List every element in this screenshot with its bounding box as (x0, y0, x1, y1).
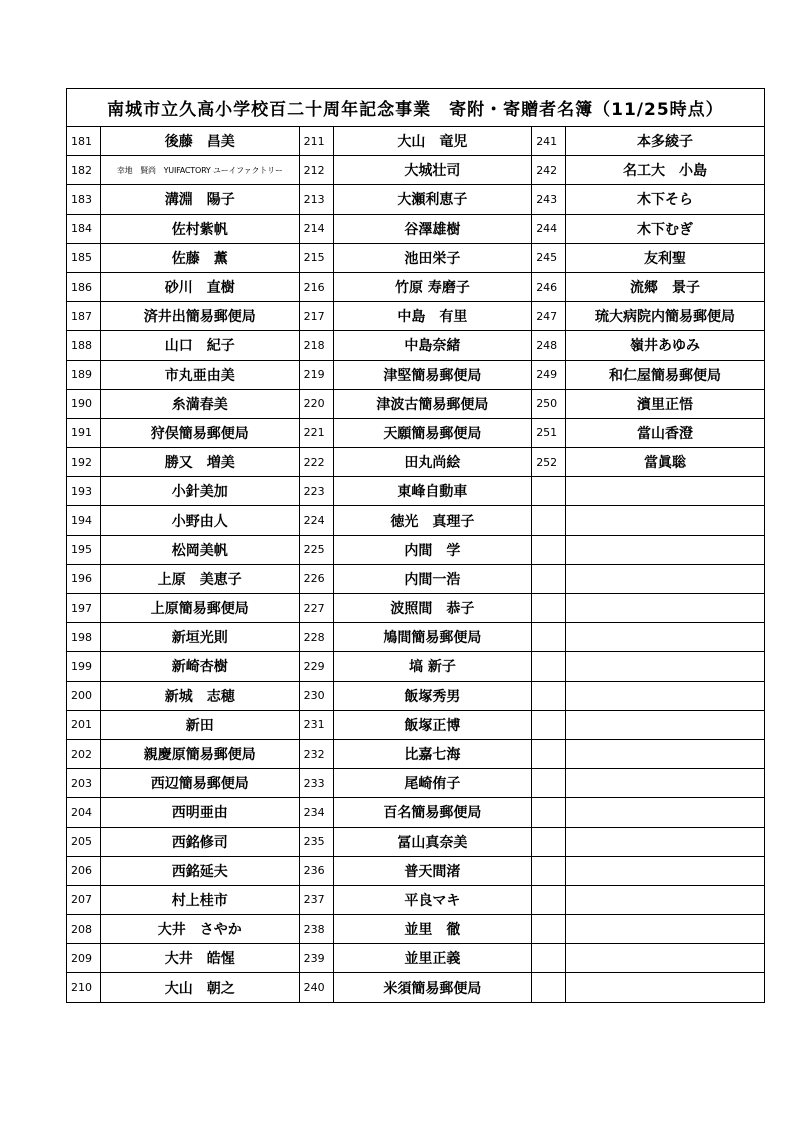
entry-number (532, 856, 566, 885)
table-row (67, 243, 765, 272)
entry-number: 197 (67, 594, 101, 623)
entry-number: 252 (532, 448, 566, 477)
table-row (67, 944, 765, 973)
donor-name: 小針美加 (101, 477, 300, 506)
donor-name: 大井 さやか (101, 915, 300, 944)
entry-number: 248 (532, 331, 566, 360)
table-row (67, 564, 765, 593)
donor-name: 百名簡易郵便局 (333, 798, 532, 827)
entry-number: 205 (67, 827, 101, 856)
donor-name: 當山香澄 (566, 418, 765, 447)
entry-number: 251 (532, 418, 566, 447)
donor-name: 親慶原簡易郵便局 (101, 739, 300, 768)
donor-name: 和仁屋簡易郵便局 (566, 360, 765, 389)
entry-number: 230 (299, 681, 333, 710)
donor-name: 本多綾子 (566, 127, 765, 156)
entry-number: 206 (67, 856, 101, 885)
donor-name: 新崎杏樹 (101, 652, 300, 681)
table-row (67, 360, 765, 389)
donor-name: 後藤 昌美 (101, 127, 300, 156)
entry-number: 226 (299, 564, 333, 593)
donor-name: 名工大 小島 (566, 156, 765, 185)
table-row (67, 885, 765, 914)
entry-number: 182 (67, 156, 101, 185)
entry-number: 201 (67, 710, 101, 739)
entry-number: 236 (299, 856, 333, 885)
donor-name: 佐村紫帆 (101, 214, 300, 243)
donor-name: 米須簡易郵便局 (333, 973, 532, 1002)
donor-name: 津堅簡易郵便局 (333, 360, 532, 389)
donor-name: 濱里正悟 (566, 389, 765, 418)
entry-number: 208 (67, 915, 101, 944)
table-row (67, 856, 765, 885)
entry-number (532, 973, 566, 1002)
entry-number: 181 (67, 127, 101, 156)
table-row (67, 535, 765, 564)
entry-number: 200 (67, 681, 101, 710)
entry-number: 242 (532, 156, 566, 185)
entry-number: 250 (532, 389, 566, 418)
entry-number: 231 (299, 710, 333, 739)
entry-number: 198 (67, 623, 101, 652)
table-row (67, 769, 765, 798)
entry-number (532, 885, 566, 914)
entry-number: 223 (299, 477, 333, 506)
entry-number: 237 (299, 885, 333, 914)
entry-number: 247 (532, 302, 566, 331)
entry-number: 238 (299, 915, 333, 944)
table-row (67, 477, 765, 506)
donor-name: 波照間 恭子 (333, 594, 532, 623)
entry-number: 196 (67, 564, 101, 593)
donor-name (566, 915, 765, 944)
entry-number (532, 623, 566, 652)
entry-number: 234 (299, 798, 333, 827)
donor-name: 西銘修司 (101, 827, 300, 856)
donor-name: 新城 志穂 (101, 681, 300, 710)
entry-number: 209 (67, 944, 101, 973)
entry-number (532, 564, 566, 593)
donor-name: 内間一浩 (333, 564, 532, 593)
entry-number: 246 (532, 272, 566, 301)
donor-name: 市丸亜由美 (101, 360, 300, 389)
donor-name: 内間 学 (333, 535, 532, 564)
donor-name: 村上桂市 (101, 885, 300, 914)
donor-name (566, 827, 765, 856)
entry-number: 194 (67, 506, 101, 535)
donor-name: 新垣光則 (101, 623, 300, 652)
donor-name: 山口 紀子 (101, 331, 300, 360)
entry-number (532, 477, 566, 506)
donor-name: 小野由人 (101, 506, 300, 535)
donor-name: 天願簡易郵便局 (333, 418, 532, 447)
entry-number: 232 (299, 739, 333, 768)
donor-name: 大井 皓惺 (101, 944, 300, 973)
entry-number: 191 (67, 418, 101, 447)
donor-name: 中島奈緒 (333, 331, 532, 360)
entry-number: 199 (67, 652, 101, 681)
donor-list-sheet (66, 88, 764, 1003)
table-row (67, 331, 765, 360)
table-row (67, 127, 765, 156)
entry-number: 228 (299, 623, 333, 652)
donor-name (566, 973, 765, 1002)
donor-name: 琉大病院内簡易郵便局 (566, 302, 765, 331)
donor-rows (67, 127, 765, 1003)
donor-name: 普天間渚 (333, 856, 532, 885)
entry-number: 193 (67, 477, 101, 506)
entry-number: 220 (299, 389, 333, 418)
donor-name (566, 564, 765, 593)
donor-name: 木下むぎ (566, 214, 765, 243)
table-row (67, 214, 765, 243)
donor-name: 大瀬利恵子 (333, 185, 532, 214)
entry-number (532, 681, 566, 710)
donor-name (566, 798, 765, 827)
donor-name: 溝淵 陽子 (101, 185, 300, 214)
donor-name: 嶺井あゆみ (566, 331, 765, 360)
donor-name: 幸地 賢尚 YUIFACTORY ユーイファクトリー (101, 156, 300, 185)
donor-name: 塙 新子 (333, 652, 532, 681)
donor-name: 田丸尚絵 (333, 448, 532, 477)
entry-number (532, 739, 566, 768)
entry-number: 245 (532, 243, 566, 272)
table-row (67, 739, 765, 768)
entry-number (532, 535, 566, 564)
donor-name: 砂川 直樹 (101, 272, 300, 301)
table-row (67, 710, 765, 739)
table-row (67, 973, 765, 1002)
donor-name: 狩俣簡易郵便局 (101, 418, 300, 447)
table-row (67, 272, 765, 301)
donor-name: 勝又 増美 (101, 448, 300, 477)
table-row (67, 798, 765, 827)
donor-name: 大城壮司 (333, 156, 532, 185)
entry-number (532, 710, 566, 739)
table-row (67, 389, 765, 418)
donor-name (566, 885, 765, 914)
entry-number: 249 (532, 360, 566, 389)
donor-name: 冨山真奈美 (333, 827, 532, 856)
entry-number: 243 (532, 185, 566, 214)
table-row (67, 418, 765, 447)
entry-number: 202 (67, 739, 101, 768)
table-row (67, 185, 765, 214)
donor-name: 新田 (101, 710, 300, 739)
donor-name (566, 944, 765, 973)
donor-name: 西辺簡易郵便局 (101, 769, 300, 798)
entry-number (532, 944, 566, 973)
entry-number: 218 (299, 331, 333, 360)
table-row (67, 594, 765, 623)
entry-number: 225 (299, 535, 333, 564)
entry-number: 241 (532, 127, 566, 156)
entry-number (532, 769, 566, 798)
entry-number: 184 (67, 214, 101, 243)
donor-name: 平良マキ (333, 885, 532, 914)
donor-name: 上原 美恵子 (101, 564, 300, 593)
entry-number (532, 915, 566, 944)
donor-name (566, 681, 765, 710)
donor-name: 東峰自動車 (333, 477, 532, 506)
table-row (67, 681, 765, 710)
donor-name: 尾崎侑子 (333, 769, 532, 798)
donor-name (566, 652, 765, 681)
entry-number: 212 (299, 156, 333, 185)
table-row (67, 915, 765, 944)
entry-number: 183 (67, 185, 101, 214)
page-title: 南城市立久高小学校百二十周年記念事業 寄附・寄贈者名簿（11/25時点） (67, 89, 765, 127)
entry-number: 217 (299, 302, 333, 331)
entry-number: 235 (299, 827, 333, 856)
donor-name (566, 506, 765, 535)
donor-name: 當眞聡 (566, 448, 765, 477)
table-row (67, 652, 765, 681)
entry-number: 219 (299, 360, 333, 389)
entry-number: 215 (299, 243, 333, 272)
donor-name: 大山 朝之 (101, 973, 300, 1002)
entry-number: 210 (67, 973, 101, 1002)
table-row (67, 827, 765, 856)
entry-number: 216 (299, 272, 333, 301)
donor-name: 糸満春美 (101, 389, 300, 418)
donor-name: 中島 有里 (333, 302, 532, 331)
entry-number (532, 652, 566, 681)
donor-name: 友利聖 (566, 243, 765, 272)
entry-number: 227 (299, 594, 333, 623)
donor-name (566, 623, 765, 652)
entry-number: 214 (299, 214, 333, 243)
donor-name (566, 535, 765, 564)
table-row (67, 302, 765, 331)
entry-number: 186 (67, 272, 101, 301)
entry-number: 187 (67, 302, 101, 331)
donor-name: 池田栄子 (333, 243, 532, 272)
entry-number: 244 (532, 214, 566, 243)
donor-name: 並里 徹 (333, 915, 532, 944)
donor-name: 済井出簡易郵便局 (101, 302, 300, 331)
donor-name (566, 710, 765, 739)
donor-name (566, 739, 765, 768)
entry-number (532, 827, 566, 856)
entry-number: 233 (299, 769, 333, 798)
table-row (67, 448, 765, 477)
table-row (67, 506, 765, 535)
donor-name (566, 769, 765, 798)
entry-number: 204 (67, 798, 101, 827)
entry-number: 207 (67, 885, 101, 914)
donor-table (66, 88, 765, 1003)
donor-name: 佐藤 薫 (101, 243, 300, 272)
donor-name: 比嘉七海 (333, 739, 532, 768)
entry-number: 192 (67, 448, 101, 477)
entry-number: 203 (67, 769, 101, 798)
donor-name (566, 856, 765, 885)
entry-number (532, 506, 566, 535)
entry-number: 222 (299, 448, 333, 477)
donor-name (566, 477, 765, 506)
donor-name: 飯塚秀男 (333, 681, 532, 710)
donor-name: 谷澤雄樹 (333, 214, 532, 243)
donor-name: 西明亜由 (101, 798, 300, 827)
donor-name: 松岡美帆 (101, 535, 300, 564)
entry-number: 185 (67, 243, 101, 272)
entry-number: 189 (67, 360, 101, 389)
donor-name: 木下そら (566, 185, 765, 214)
entry-number (532, 798, 566, 827)
donor-name: 飯塚正博 (333, 710, 532, 739)
donor-name: 鳩間簡易郵便局 (333, 623, 532, 652)
donor-name: 徳光 真理子 (333, 506, 532, 535)
entry-number: 229 (299, 652, 333, 681)
entry-number: 224 (299, 506, 333, 535)
donor-name: 津波古簡易郵便局 (333, 389, 532, 418)
entry-number: 211 (299, 127, 333, 156)
entry-number: 213 (299, 185, 333, 214)
donor-name: 竹原 寿磨子 (333, 272, 532, 301)
donor-name: 西銘延夫 (101, 856, 300, 885)
entry-number (532, 594, 566, 623)
donor-name: 並里正義 (333, 944, 532, 973)
donor-name (566, 594, 765, 623)
donor-name: 上原簡易郵便局 (101, 594, 300, 623)
table-row (67, 623, 765, 652)
table-row (67, 156, 765, 185)
entry-number: 190 (67, 389, 101, 418)
entry-number: 239 (299, 944, 333, 973)
donor-name: 大山 竜児 (333, 127, 532, 156)
entry-number: 240 (299, 973, 333, 1002)
entry-number: 195 (67, 535, 101, 564)
donor-name: 流郷 景子 (566, 272, 765, 301)
entry-number: 221 (299, 418, 333, 447)
entry-number: 188 (67, 331, 101, 360)
